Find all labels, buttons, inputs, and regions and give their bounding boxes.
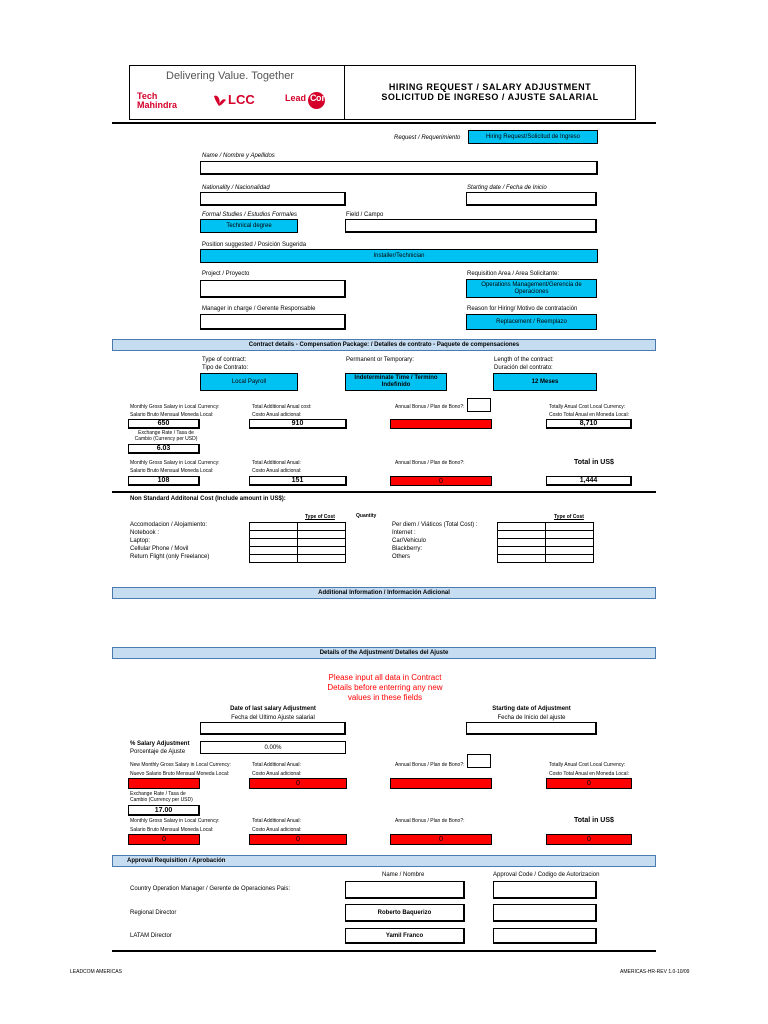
adj-total-add-value: 0 <box>249 778 347 789</box>
monthly-usd-label-es: Salario Bruto Mensual Moneda Local: <box>130 468 214 474</box>
last-adjust-label-es: Fecha del Ultimo Ajuste salarial <box>231 715 315 721</box>
monthly-local-label-es: Salario Bruto Mensual Moneda Local: <box>130 412 214 418</box>
approval-name-col: Name / Nombre <box>382 872 425 878</box>
reason-label: Reason for Hiring/ Motivo de contratación <box>467 306 578 312</box>
adj-exchange-label-1: Exchange Rate / Tasa de <box>130 791 186 797</box>
logo-mahindra-text: Mahindra <box>137 100 178 110</box>
cost-cell[interactable] <box>498 555 546 563</box>
start-adjust-label-en: Starting date of Adjustment <box>492 706 571 712</box>
cost-cell[interactable] <box>298 555 346 563</box>
cost-cell[interactable] <box>250 531 298 539</box>
pct-label-en: % Salary Adjustment <box>130 741 190 747</box>
new-monthly-value <box>128 778 200 789</box>
nationality-label: Nationality / Nacionalidad <box>202 185 270 191</box>
manager-label: Manager in charge / Gerente Responsable <box>202 306 316 312</box>
exchange-value: 6.03 <box>128 444 200 454</box>
header-rule <box>112 122 656 124</box>
cost-cell[interactable] <box>498 531 546 539</box>
field-input[interactable] <box>345 219 597 233</box>
adj-total-add-label: Total Additional Anual: <box>252 762 301 768</box>
right-item: Others <box>392 554 411 560</box>
adj-monthly-usd-value: 0 <box>128 834 200 845</box>
position-label: Position suggested / Posición Sugerida <box>202 242 307 248</box>
latam-director-code[interactable] <box>493 928 597 944</box>
project-label: Project / Proyecto <box>202 271 250 277</box>
cost-cell[interactable] <box>498 539 546 547</box>
adj-bonus-value <box>390 778 492 789</box>
regional-director-label: Regional Director <box>130 910 177 916</box>
bonus-label: Annual Bonus / Plan de Bono?: <box>395 404 465 410</box>
regional-director-code[interactable] <box>493 904 597 922</box>
approval-rule <box>112 950 656 952</box>
right-item: Blackberry: <box>392 546 423 552</box>
name-label: Name / Nombre y Apellidos <box>202 153 275 159</box>
total-anual-label-es: Costo Total Anual en Moneda Local: <box>549 412 629 418</box>
start-adjust-input[interactable] <box>466 722 597 735</box>
adj-bonus-label-2: Annual Bonus / Plan de Bono?: <box>395 818 465 824</box>
adj-exchange-label-2: Cambio (Currency per USD) <box>130 797 193 803</box>
total-add-value: 910 <box>249 419 347 429</box>
bonus-usd-label: Annual Bonus / Plan de Bono?: <box>395 460 465 466</box>
contract-rule <box>112 491 656 493</box>
adj-total-usd-label: Total in US$ <box>574 817 614 824</box>
monthly-local-value: 650 <box>128 419 200 429</box>
cost-cell[interactable] <box>546 539 594 547</box>
starting-date-label: Starting date / Fecha de Inicio <box>467 185 547 191</box>
contract-type-select[interactable]: Local Payroll <box>200 373 298 391</box>
cost-cell[interactable] <box>298 547 346 555</box>
adj-total-anual-label-es: Costo Total Anual en Moneda Local: <box>549 771 629 777</box>
adj-bonus-label: Annual Bonus / Plan de Bono?: <box>395 762 465 768</box>
total-usd-value: 1,444 <box>546 476 632 486</box>
adj-total-add-label-2: Total Additional Anual: <box>252 818 301 824</box>
manager-input[interactable] <box>200 314 346 330</box>
adj-monthly-label-es: Salario Bruto Mensual Moneda Local: <box>130 827 214 833</box>
total-usd-label: Total in US$ <box>574 459 614 466</box>
pct-value: 0.00% <box>264 744 282 751</box>
adj-bonus-checkbox[interactable] <box>467 754 491 768</box>
length-select[interactable]: 12 Meses <box>493 373 597 391</box>
cost-cell[interactable] <box>250 539 298 547</box>
position-select[interactable]: Installer/Technician <box>200 249 598 263</box>
request-label: Request / Requerimiento <box>394 135 461 141</box>
monthly-local-label: Monthly Gross Salary in Local Currency: <box>130 404 220 410</box>
table-row <box>498 539 594 547</box>
contract-type-label-es: Tipo de Contrato: <box>202 365 249 371</box>
bonus-value-red <box>390 419 492 429</box>
monthly-usd-label: Monthly Gross Salary in Local Currency: <box>130 460 220 466</box>
approval-band: Approval Requisition / Aprobación <box>112 855 656 867</box>
last-adjust-label-en: Date of last salary Adjustment <box>230 706 316 712</box>
length-label-en: Length of the contract: <box>494 357 554 363</box>
lcc-logo <box>212 92 272 110</box>
total-add-label-es: Costo Anual adicional: <box>252 412 302 418</box>
total-add-usd-label-es: Costo Anual adicional: <box>252 468 302 474</box>
pct-label-es: Porcentaje de Ajuste <box>130 749 186 755</box>
adj-total-anual-value: 0 <box>546 778 632 789</box>
total-anual-label: Totally Anual Cost Local Currency: <box>549 404 626 410</box>
title-es: SOLICITUD DE INGRESO / AJUSTE SALARIAL <box>381 92 599 102</box>
left-item: Notebook : <box>130 530 160 536</box>
table-row <box>498 547 594 555</box>
total-add-usd-label: Total Additional Anual: <box>252 460 301 466</box>
cost-cell[interactable] <box>250 523 298 531</box>
cost-cell[interactable] <box>250 555 298 563</box>
tech-mahindra-logo <box>137 92 197 112</box>
logo-tech-text: Tech <box>137 91 158 101</box>
permanent-label: Permanent or Temporary: <box>346 357 414 363</box>
requisition-area-label: Requisition Area / Area Solicitante: <box>467 271 560 277</box>
cost-cell[interactable] <box>546 555 594 563</box>
contract-band: Contract details - Compensation Package: / Detalles de contrato - Paquete de compensaciones <box>112 339 656 351</box>
logo-lcc-text: LCC <box>228 92 255 107</box>
right-item: Car/Vehiculo <box>392 538 427 544</box>
note-line-3: values in these fields <box>347 693 423 702</box>
start-adjust-label-es: Fecha de Inicio del ajuste <box>497 715 566 721</box>
total-add-label: Total Additional Anual cost: <box>252 404 312 410</box>
cost-cell[interactable] <box>250 547 298 555</box>
adj-total-add-label-es: Costo Anual adicional: <box>252 771 302 777</box>
logo-c-text: C <box>310 93 317 103</box>
permanent-select[interactable]: Indeterminate Time / Termino Indefinido <box>345 373 447 391</box>
cost-cell[interactable] <box>546 531 594 539</box>
bonus-checkbox[interactable] <box>467 398 491 412</box>
table-row <box>250 555 346 563</box>
reason-select[interactable]: Replacement / Reemplazo <box>466 314 597 330</box>
requisition-area-select[interactable]: Operations Management/Gerencia de Operaciones <box>466 279 597 298</box>
table-row <box>250 539 346 547</box>
left-item: Laptop: <box>130 538 151 544</box>
adj-total-anual-label: Totally Anual Cost Local Currency: <box>549 762 626 768</box>
length-label-es: Duración del contrato: <box>494 365 553 371</box>
footer-left: LEADCOM AMERICAS <box>70 969 122 975</box>
quantity-header: Quantity <box>356 513 377 519</box>
adj-total-add-usd-value: 0 <box>249 834 347 845</box>
adjustment-note <box>300 673 470 703</box>
country-manager-name[interactable] <box>345 881 465 899</box>
request-select[interactable]: Hiring Request/Solicitud de Ingreso <box>468 130 598 144</box>
type-of-cost-header-2: Type of Cost <box>554 514 584 520</box>
leadcom-logo <box>285 92 345 112</box>
cost-cell[interactable] <box>298 539 346 547</box>
lcc-mark-icon <box>212 94 228 108</box>
cost-cell[interactable] <box>498 523 546 531</box>
formal-studies-label: Formal Studies / Estudios Formales <box>202 212 298 218</box>
exchange-label-text: Exchange Rate / Tasa de Cambio (Currency per USD) <box>134 430 198 442</box>
formal-studies-select[interactable]: Technical degree <box>200 219 298 233</box>
table-row <box>498 531 594 539</box>
exchange-label <box>132 431 200 442</box>
adj-total-add-label-2-es: Costo Anual adicional: <box>252 827 302 833</box>
adj-total-usd-value: 0 <box>546 834 632 845</box>
field-label: Field / Campo <box>346 212 384 218</box>
project-input[interactable] <box>200 280 346 298</box>
bonus-usd-value: 0 <box>390 476 492 486</box>
latam-director-label: LATAM Director <box>130 933 172 939</box>
title-en: HIRING REQUEST / SALARY ADJUSTMENT <box>388 82 592 92</box>
footer-right: AMERICAS-HR-REV 1.0-10/09 <box>620 969 690 975</box>
adj-exchange-value: 17.00 <box>128 805 200 816</box>
note-line-2: Details before enterring any new <box>327 683 443 692</box>
new-monthly-label: New Monthly Gross Salary in Local Currency: <box>130 762 231 768</box>
pct-input[interactable] <box>200 741 346 754</box>
cost-cell[interactable] <box>298 531 346 539</box>
new-monthly-label-es: Nuevo Salario Bruto Mensual Moneda Local: <box>130 771 230 777</box>
nationality-input[interactable] <box>200 192 346 206</box>
tagline: Delivering Value. Together <box>166 70 295 82</box>
table-row <box>250 531 346 539</box>
adj-bonus-usd-value: 0 <box>390 834 492 845</box>
latam-director-name[interactable]: Yamil Franco <box>345 928 465 944</box>
logo-om-text: om <box>316 93 330 103</box>
table-row <box>498 555 594 563</box>
total-anual-value: 8,710 <box>546 419 632 429</box>
monthly-usd-value: 108 <box>128 476 200 486</box>
cost-cell[interactable] <box>546 547 594 555</box>
left-item: Cellular Phone / Movil <box>130 546 189 552</box>
country-manager-label: Country Operation Manager / Gerente de Operaciones Pais: <box>130 886 291 892</box>
left-item: Accomodacion / Alojamiento: <box>130 522 208 528</box>
cost-cell[interactable] <box>498 547 546 555</box>
cost-cell[interactable] <box>546 523 594 531</box>
right-item: Internet : <box>392 530 416 536</box>
table-row <box>250 547 346 555</box>
regional-director-name[interactable]: Roberto Baquerizo <box>345 904 465 922</box>
left-cost-table <box>249 522 346 563</box>
right-cost-table <box>497 522 594 563</box>
adj-monthly-label: Monthly Gross Salary in Local Currency: <box>130 818 220 824</box>
name-input[interactable] <box>200 161 598 175</box>
table-row <box>250 523 346 531</box>
total-add-usd-value: 151 <box>249 476 347 486</box>
cost-cell[interactable] <box>298 523 346 531</box>
logo-lead-text: Lead <box>285 93 307 103</box>
right-item: Per diem / Viáticos (Total Cost) : <box>392 522 478 528</box>
country-manager-code[interactable] <box>493 881 597 899</box>
left-item: Return Flight (only Freelance) <box>130 554 210 560</box>
approval-code-col: Approval Code / Codigo de Autorizacion <box>493 872 600 878</box>
additional-band: Additional Information / Información Adicional <box>112 587 656 599</box>
table-row <box>498 523 594 531</box>
nonstandard-title: Non Standard Additonal Cost (Include amount in US$): <box>130 496 286 502</box>
note-line-1: Please input all data in Contract <box>328 673 442 682</box>
type-of-cost-header: Type of Cost <box>305 514 335 520</box>
starting-date-input[interactable] <box>466 192 597 206</box>
adjustment-band: Details of the Adjustment/ Detalles del Ajuste <box>112 647 656 659</box>
contract-type-label-en: Type of contract: <box>202 357 247 363</box>
last-adjust-input[interactable] <box>200 722 346 735</box>
